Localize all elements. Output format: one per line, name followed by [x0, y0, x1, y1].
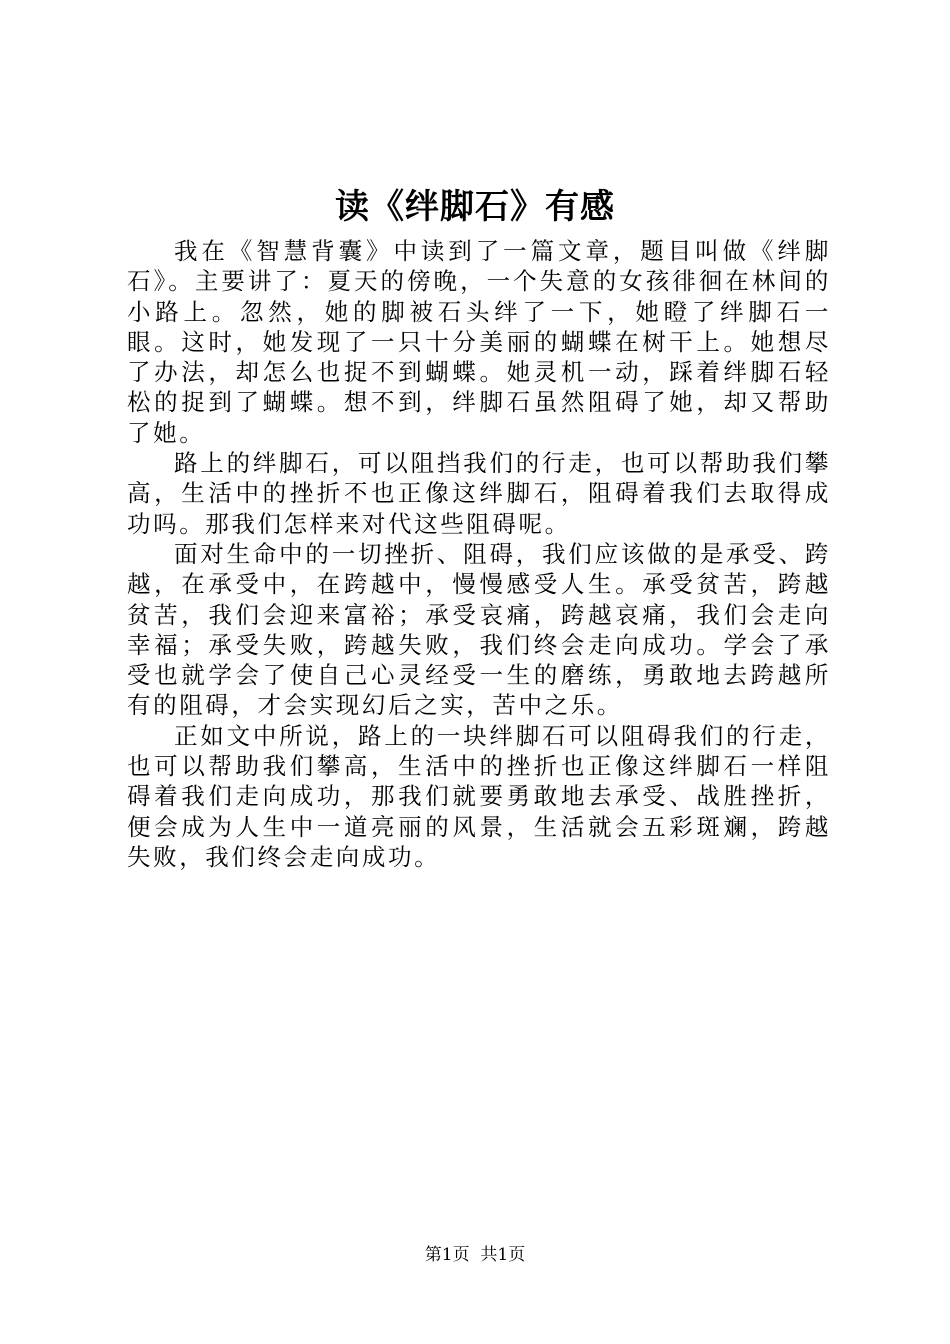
page-footer: 第1页 共1页 [424, 1245, 526, 1265]
paragraph: 路上的绊脚石，可以阻挡我们的行走，也可以帮助我们攀高，生活中的挫折不也正像这绊脚石，阻碍着我们去取得成功吗。那我们怎样来对代这些阻碍呢。 [127, 449, 831, 538]
paragraph: 面对生命中的一切挫折、阻碍，我们应该做的是承受、跨越，在承受中，在跨越中，慢慢感受人生。承受贫苦，跨越贫苦，我们会迎来富裕；承受哀痛，跨越哀痛，我们会走向幸福；承受失败，跨越失败，我们终会走向成功。学会了承受也就学会了使自己心灵经受一生的磨练，勇敢地去跨越所有的阻碍，才会实现幻后之实，苦中之乐。 [127, 539, 831, 720]
paragraph: 正如文中所说，路上的一块绊脚石可以阻碍我们的行走，也可以帮助我们攀高，生活中的挫折也正像这绊脚石一样阻碍着我们走向成功，那我们就要勇敢地去承受、战胜挫折，便会成为人生中一道亮丽的风景，生活就会五彩斑斓，跨越失败，我们终会走向成功。 [127, 721, 831, 871]
paragraph: 我在《智慧背囊》中读到了一篇文章，题目叫做《绊脚石》。主要讲了：夏天的傍晚，一个失意的女孩徘徊在林间的小路上。忽然，她的脚被石头绊了一下，她瞪了绊脚石一眼。这时，她发现了一只十分美丽的蝴蝶在树干上。她想尽了办法，却怎么也捉不到蝴蝶。她灵机一动，踩着绊脚石轻松的捉到了蝴蝶。想不到，绊脚石虽然阻碍了她，却又帮助了她。 [127, 237, 831, 447]
document-title: 读《绊脚石》有感 [335, 187, 615, 227]
document-body [127, 236, 831, 872]
